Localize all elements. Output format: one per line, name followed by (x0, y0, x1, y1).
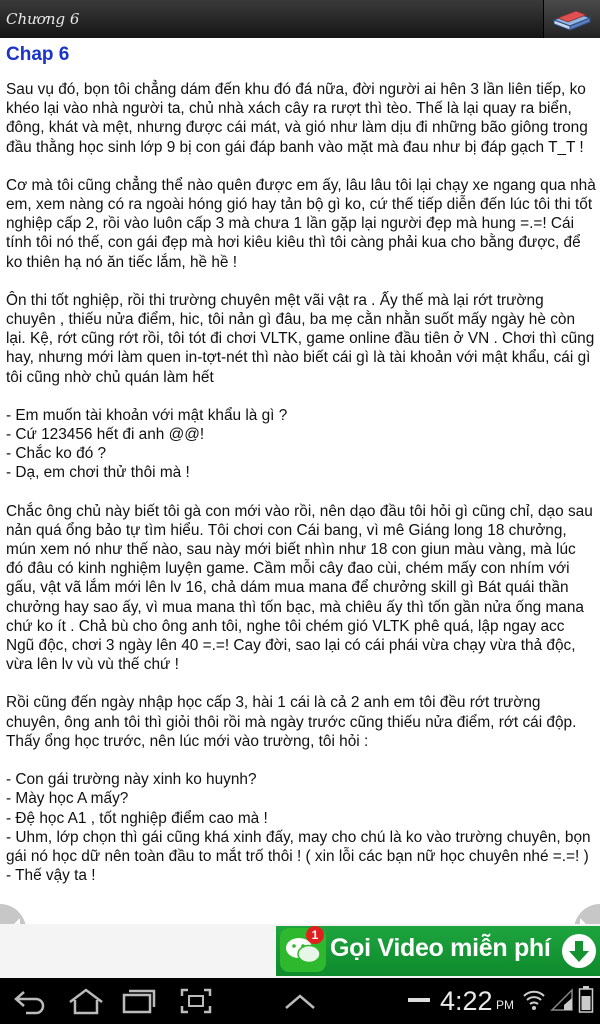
arrow-left-icon (0, 904, 40, 924)
next-page-button[interactable] (560, 904, 600, 924)
clock-ampm: PM (496, 998, 514, 1012)
arrow-right-icon (560, 904, 600, 924)
paragraph: Rồi cũng đến ngày nhập học cấp 3, hài 1 cái là cả 2 anh em tôi đều rớt trường chuyên, ông anh tôi thì giỏi thôi rồi mà ngày trước cũng thiếu nửa điểm, rớt cái độp. Thấy ổng học trước, nên lúc mới vào trường, tôi hỏi : (6, 694, 577, 750)
clock-time: 4:22 (440, 986, 493, 1016)
previous-page-button[interactable] (0, 904, 40, 924)
battery-icon (578, 986, 594, 1014)
title-bar (0, 0, 600, 39)
minus-icon (408, 998, 432, 1004)
system-nav-bar (0, 978, 600, 1024)
recent-apps-icon[interactable] (120, 986, 158, 1016)
ad-text: Gọi Video miễn phí (330, 934, 551, 962)
chapter-title-label: Chương 6 (6, 10, 80, 28)
ad-banner[interactable] (0, 924, 600, 978)
screenshot-icon[interactable] (178, 986, 214, 1016)
chapter-heading: Chap 6 (6, 44, 70, 65)
paragraph: Cơ mà tôi cũng chẳng thể nào quên được em ấy, lâu lâu tôi lại chạy xe ngang qua nhà em, xem nàng có ra ngoài hóng gió hay tản bộ gì ko, cứ thế tiếp diễn đến lúc tôi thi tốt nghiệp cấp 2, rồi vào luôn cấp 3 mà chưa 1 lần gặp lại người đẹp mà hung =.=! Cái tính tôi nó thế, con gái đẹp mà hơi kiêu kiêu thì tôi càng phải kua cho bằng được, để ko thiên hạ nó ăn tiếc lắm, hề hề ! (6, 176, 596, 271)
notification-badge: 1 (306, 926, 324, 944)
paragraph: Chắc ông chủ này biết tôi gà con mới vào rồi, nên dạo đầu tôi hỏi gì cũng chỉ, dạo sau nản quá ổng bảo tự tìm hiểu. Tôi chơi con Cái bang, vì mê Giáng long 18 chưởng, mún xem nó như thế nào, sau này mới biết nhìn như 18 con giun màu vàng, mà lúc đó đâu có kinh nghiệm luyện game. Cầm mỗi cây đao cùi, chém mấy con nhím với gấu, vật vã lắm mới lên lv 16, chả dám mua mana để chưởng skill gì Bát quái thần chưởng hay sao ấy, vì mua mana thì tốn bạc, mà chiêu ấy thì tốn gần nửa ống mana chứ ko ít . Chả bù cho ông anh tôi, nghe tôi chém gió VLTK phê quá, lập ngay acc Ngũ độc, chơi 3 ngày lên 40 =.=! Cay đời, sao lại có cái phái vừa chạy vừa thả độc, vừa lên lv vù vù thế chứ ! (6, 502, 593, 674)
paragraph: Sau vụ đó, bọn tôi chẳng dám đến khu đó đá nữa, đời người ai hên 3 lần liên tiếp, ko khéo lại vào nhà người ta, chủ nhà xách cây ra rượt thì tèo. Thế là lại quay ra biển, đông, khát và mệt, nhưng được cái mát, và gió như làm dịu đi những bão giông trong đầu thằng học sinh lớp 9 bị con gái đáp banh vào mặt mà đau như bị đáp gạch T_T ! (6, 81, 588, 156)
bookshelf-button[interactable] (543, 0, 600, 38)
chevron-up-icon[interactable] (282, 986, 318, 1016)
dialogue-block: - Con gái trường này xinh ko huynh? - Mày học A mấy? - Đệ học A1 , tốt nghiệp điểm cao mà ! - Uhm, lớp chọn thì gái cũng khá xinh đấy, may cho chú là ko vào trường chuyên, bọn gái nó học dữ nên toàn đầu to mắt trố thôi ! ( xin lỗi các bạn nữ học chuyên nhé =.=! ) - Thế vậy ta ! (6, 771, 591, 885)
signal-icon (550, 988, 574, 1012)
back-icon[interactable] (12, 986, 48, 1016)
chapter-text (6, 80, 596, 904)
book-icon (552, 6, 592, 32)
wifi-icon (522, 988, 546, 1012)
home-icon[interactable] (66, 986, 106, 1016)
download-icon[interactable] (562, 934, 596, 968)
paragraph: Ôn thi tốt nghiệp, rồi thi trường chuyên mệt vãi vật ra . Ấy thế mà lại rớt trường chuyên , thiếu nửa điểm, hic, tôi nản gì đâu, ba mẹ cằn nhằn suốt mấy ngày hè còn lại. Kệ, rớt cũng rớt rồi, tôi tót đi chơi VLTK, game online đầu tiên ở VN . Chơi thì cũng hay, nhưng mới làm quen in-tợt-nét thì nào biết cái gì là tài khoản với mật khẩu, cái gì tôi cũng nhờ chủ quán làm hết (6, 291, 595, 386)
reading-area[interactable] (0, 38, 600, 924)
dialogue-block: - Em muốn tài khoản với mật khẩu là gì ? - Cứ 123456 hết đi anh @@! - Chắc ko đó ? - Dạ, em chơi thử thôi mà ! (6, 406, 288, 482)
